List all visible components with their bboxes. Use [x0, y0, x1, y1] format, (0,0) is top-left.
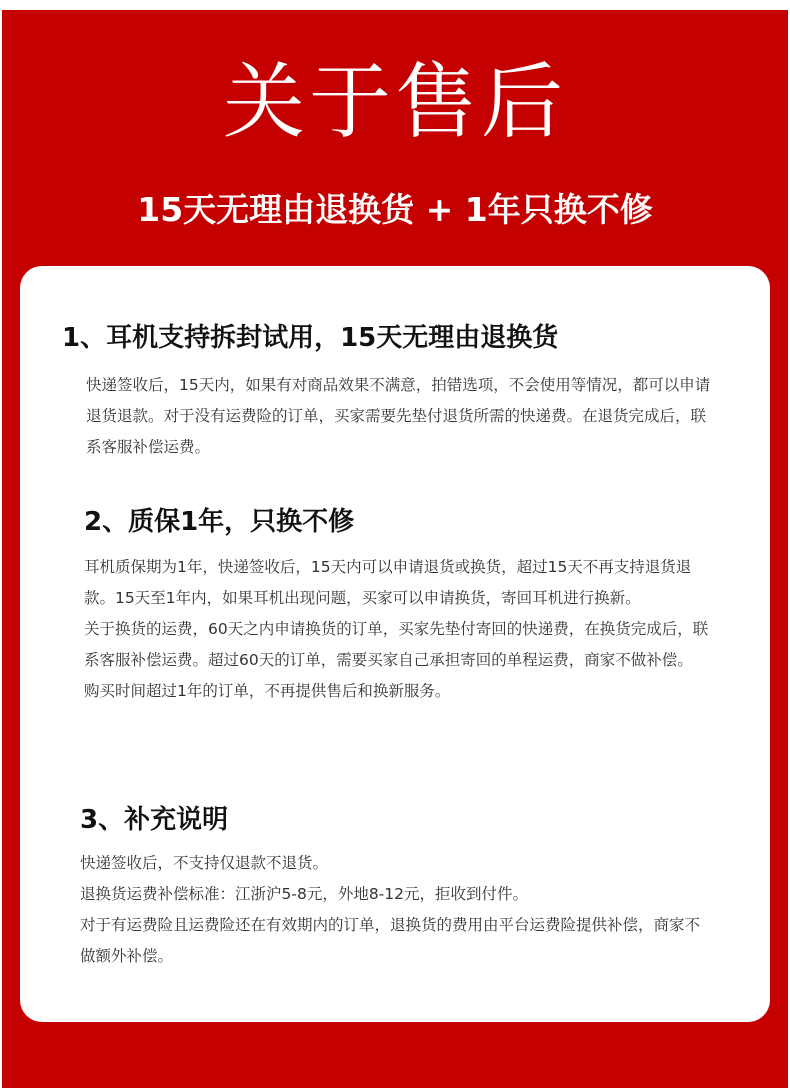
- section-body-warranty: [84, 552, 710, 707]
- paragraph: 退换货运费补偿标准：江浙沪5-8元，外地8-12元，拒收到付件。: [80, 885, 528, 903]
- section-title-warranty: 2、质保1年，只换不修: [84, 507, 355, 537]
- section-body-supplementary: [80, 848, 710, 972]
- page-subtitle: 15天无理由退换货 + 1年只换不修: [137, 190, 653, 229]
- paragraph: 对于有运费险且运费险还在有效期内的订单，退换货的费用由平台运费险提供补偿，商家不做额外补偿。: [80, 916, 701, 965]
- section-body-return-policy: [86, 370, 714, 463]
- paragraph: 快递签收后，不支持仅退款不退货。: [80, 854, 329, 872]
- section-title-return-policy: 1、耳机支持拆封试用，15天无理由退换货: [62, 323, 559, 353]
- paragraph: 关于换货的运费，60天之内申请换货的订单，买家先垫付寄回的快递费，在换货完成后，联系客服补偿运费。超过60天的订单，需要买家自己承担寄回的单程运费，商家不做补偿。: [84, 620, 709, 669]
- section-title-supplementary: 3、补充说明: [80, 805, 229, 835]
- page-title: 关于售后: [222, 55, 567, 150]
- paragraph: 快递签收后，15天内，如果有对商品效果不满意，拍错选项，不会使用等情况，都可以申请退货退款。对于没有运费险的订单，买家需要先垫付退货所需的快递费。在退货完成后，联系客服补偿运费。: [86, 376, 711, 456]
- paragraph: 耳机质保期为1年，快递签收后，15天内可以申请退货或换货，超过15天不再支持退货退款。15天至1年内，如果耳机出现问题，买家可以申请换货，寄回耳机进行换新。: [84, 558, 692, 607]
- paragraph: 购买时间超过1年的订单，不再提供售后和换新服务。: [84, 682, 451, 700]
